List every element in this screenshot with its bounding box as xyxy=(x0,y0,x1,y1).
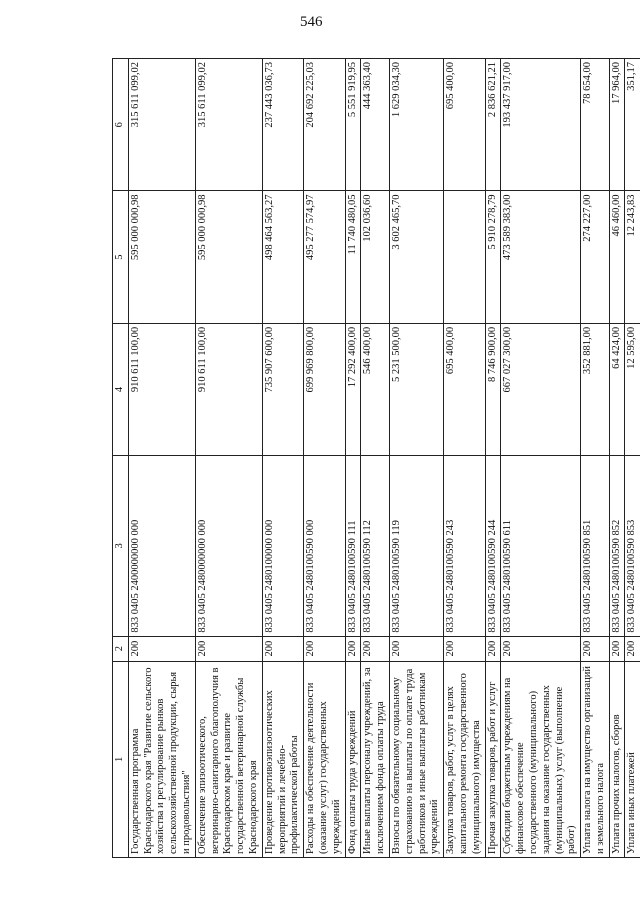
table-row xyxy=(304,59,345,858)
row-c2-cell: 200 xyxy=(501,636,581,661)
table-row xyxy=(501,59,581,858)
row-name-cell: Закупка товаров, работ, услуг в целях капитального ремонта государственного (муниципального) имущества xyxy=(444,661,485,857)
row-c2-cell: 200 xyxy=(581,636,610,661)
table-row xyxy=(195,59,262,858)
row-c4-cell: 8 746 900,00 xyxy=(485,323,501,455)
row-c2-cell: 200 xyxy=(262,636,303,661)
row-c2-cell: 200 xyxy=(345,636,361,661)
row-c4-cell: 695 400,00 xyxy=(444,323,485,455)
row-code-cell: 833 0405 2400000000 000 xyxy=(128,456,195,636)
row-c4-cell: 910 611 100,00 xyxy=(195,323,262,455)
row-code-cell: 833 0405 2480100590 119 xyxy=(389,456,443,636)
column-header: 6 xyxy=(113,59,129,191)
table-row xyxy=(581,59,610,858)
row-c2-cell: 200 xyxy=(625,636,640,661)
row-c6-cell: 204 692 225,03 xyxy=(304,59,345,191)
row-c2-cell: 200 xyxy=(128,636,195,661)
row-c5-cell: 274 227,00 xyxy=(581,191,610,323)
row-c4-cell: 667 027 300,00 xyxy=(501,323,581,455)
budget-table xyxy=(112,58,640,858)
row-code-cell: 833 0405 2480000000 000 xyxy=(195,456,262,636)
row-code-cell: 833 0405 2480100590 000 xyxy=(304,456,345,636)
row-c4-cell: 910 611 100,00 xyxy=(128,323,195,455)
row-name-cell: Обеспечение эпизоотического, ветеринарно-санитарного благополучия в Краснодарском крае и развитие государственной ветеринарной службы Краснодарского края xyxy=(195,661,262,857)
table-body xyxy=(128,59,640,858)
row-c5-cell: 11 740 480,05 xyxy=(345,191,361,323)
row-c2-cell: 200 xyxy=(304,636,345,661)
row-code-cell: 833 0405 2480100590 244 xyxy=(485,456,501,636)
row-c5-cell: 5 910 278,79 xyxy=(485,191,501,323)
row-name-cell: Уплата налога на имущество организаций и земельного налога xyxy=(581,661,610,857)
row-name-cell: Проведение противоэпизоотических мероприятий и лечебно-профилактической работы xyxy=(262,661,303,857)
row-c2-cell: 200 xyxy=(389,636,443,661)
row-name-cell: Государственная программа Краснодарского края "Развитие сельского хозяйства и регулирование рынков сельскохозяйственной продукции, сырья и продовольствия" xyxy=(128,661,195,857)
row-c4-cell: 17 292 400,00 xyxy=(345,323,361,455)
row-c4-cell: 546 400,00 xyxy=(361,323,390,455)
row-code-cell: 833 0405 2480100590 853 xyxy=(625,456,640,636)
row-name-cell: Взносы по обязательному социальному страхованию на выплаты по оплате труда работников и иные выплаты работникам учреждений xyxy=(389,661,443,857)
column-header: 5 xyxy=(113,191,129,323)
row-c5-cell: 102 036,60 xyxy=(361,191,390,323)
row-name-cell: Расходы на обеспечение деятельности (оказание услуг) государственных учреждений xyxy=(304,661,345,857)
row-c5-cell: 498 464 563,27 xyxy=(262,191,303,323)
table-row xyxy=(609,59,625,858)
row-c5-cell: 473 589 383,00 xyxy=(501,191,581,323)
row-c6-cell: 315 611 099,02 xyxy=(195,59,262,191)
table-row xyxy=(389,59,443,858)
row-c5-cell: 3 602 465,70 xyxy=(389,191,443,323)
row-name-cell: Фонд оплаты труда учреждений xyxy=(345,661,361,857)
row-name-cell: Субсидии бюджетным учреждениям на финансовое обеспечение государственного (муниципального) задания на оказание государственных (муниципальных) услуг (выполнение работ) xyxy=(501,661,581,857)
row-code-cell: 833 0405 2480100590 112 xyxy=(361,456,390,636)
row-c4-cell: 699 969 800,00 xyxy=(304,323,345,455)
row-c2-cell: 200 xyxy=(485,636,501,661)
column-header: 2 xyxy=(113,636,129,661)
row-c6-cell: 1 629 034,30 xyxy=(389,59,443,191)
table-row xyxy=(361,59,390,858)
row-c2-cell: 200 xyxy=(444,636,485,661)
row-c6-cell: 17 964,00 xyxy=(609,59,625,191)
row-code-cell: 833 0405 2480100000 000 xyxy=(262,456,303,636)
row-c6-cell: 78 654,00 xyxy=(581,59,610,191)
row-c6-cell: 351,17 xyxy=(625,59,640,191)
row-name-cell: Иные выплаты персоналу учреждений, за исключением фонда оплаты труда xyxy=(361,661,390,857)
row-c6-cell: 695 400,00 xyxy=(444,59,485,191)
column-header: 1 xyxy=(113,661,129,857)
table-header-row xyxy=(113,59,129,858)
row-c6-cell: 2 836 621,21 xyxy=(485,59,501,191)
row-c5-cell: 495 277 574,97 xyxy=(304,191,345,323)
row-code-cell: 833 0405 2480100590 111 xyxy=(345,456,361,636)
row-c5-cell xyxy=(444,191,485,323)
row-c5-cell: 595 000 000,98 xyxy=(128,191,195,323)
row-c4-cell: 5 231 500,00 xyxy=(389,323,443,455)
row-c4-cell: 735 907 600,00 xyxy=(262,323,303,455)
row-c6-cell: 237 443 036,73 xyxy=(262,59,303,191)
row-c2-cell: 200 xyxy=(361,636,390,661)
row-name-cell: Уплата иных платежей xyxy=(625,661,640,857)
row-c4-cell: 352 881,00 xyxy=(581,323,610,455)
row-c5-cell: 595 000 000,98 xyxy=(195,191,262,323)
row-c2-cell: 200 xyxy=(195,636,262,661)
row-c5-cell: 12 243,83 xyxy=(625,191,640,323)
row-name-cell: Прочая закупка товаров, работ и услуг xyxy=(485,661,501,857)
row-code-cell: 833 0405 2480100590 611 xyxy=(501,456,581,636)
table-row xyxy=(262,59,303,858)
table-row xyxy=(444,59,485,858)
row-code-cell: 833 0405 2480100590 852 xyxy=(609,456,625,636)
table-row xyxy=(625,59,640,858)
row-code-cell: 833 0405 2480100590 851 xyxy=(581,456,610,636)
row-c6-cell: 315 611 099,02 xyxy=(128,59,195,191)
table-row xyxy=(485,59,501,858)
row-c4-cell: 64 424,00 xyxy=(609,323,625,455)
row-c6-cell: 444 363,40 xyxy=(361,59,390,191)
page-number: 546 xyxy=(300,14,323,30)
row-c6-cell: 5 551 919,95 xyxy=(345,59,361,191)
row-c4-cell: 12 595,00 xyxy=(625,323,640,455)
table-row xyxy=(128,59,195,858)
row-name-cell: Уплата прочих налогов, сборов xyxy=(609,661,625,857)
row-c2-cell: 200 xyxy=(609,636,625,661)
column-header: 4 xyxy=(113,323,129,455)
row-c5-cell: 46 460,00 xyxy=(609,191,625,323)
table-row xyxy=(345,59,361,858)
column-header: 3 xyxy=(113,456,129,636)
rotated-table-block xyxy=(112,58,638,858)
row-code-cell: 833 0405 2480100590 243 xyxy=(444,456,485,636)
row-c6-cell: 193 437 917,00 xyxy=(501,59,581,191)
